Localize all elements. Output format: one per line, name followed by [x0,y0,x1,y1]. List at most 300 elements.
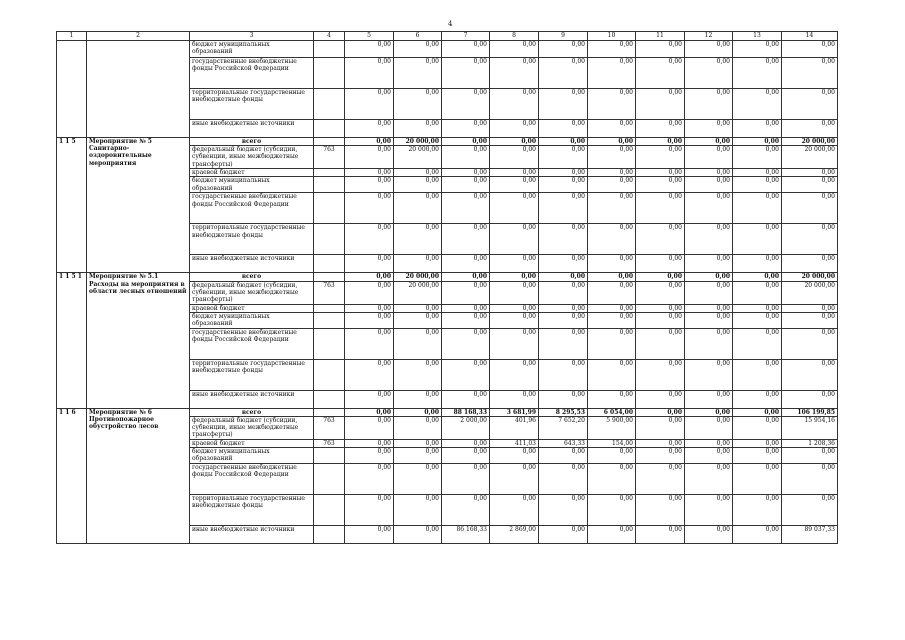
amount-cell: 0,00 [733,417,782,440]
header-cell: 2 [87,32,190,41]
header-cell: 3 [190,32,314,41]
funding-source: федеральный бюджет (субсидии, субвенции, иные межбюджетные трансферты) [190,146,314,169]
amount-cell: 0,00 [685,224,733,255]
amount-cell: 0,00 [636,120,685,138]
amount-cell: 0,00 [685,359,733,390]
budget-table [56,31,838,544]
funding-source: территориальные государственные внебюджетные фонды [190,224,314,255]
amount-cell: 0,00 [345,281,394,304]
amount-cell: 0,00 [345,193,394,224]
amount-cell: 0,00 [636,440,685,448]
amount-cell: 0,00 [733,273,782,281]
funding-source: иные внебюджетные источники [190,526,314,544]
amount-cell: 88 168,33 [442,408,490,416]
amount-cell: 0,00 [636,464,685,495]
funding-source: государственные внебюджетные фонды Российской Федерации [190,58,314,89]
amount-cell: 0,00 [345,146,394,169]
amount-cell: 0,00 [588,359,636,390]
admin-code [314,224,345,255]
admin-code [314,408,345,416]
amount-cell: 0,00 [442,464,490,495]
amount-cell: 0,00 [588,89,636,120]
amount-cell: 0,00 [394,526,442,544]
amount-cell: 0,00 [394,224,442,255]
activity-code [57,41,87,138]
amount-cell: 0,00 [490,312,539,328]
amount-cell: 0,00 [442,281,490,304]
amount-cell: 0,00 [733,440,782,448]
header-cell: 6 [394,32,442,41]
amount-cell: 0,00 [636,41,685,58]
amount-cell: 0,00 [782,304,838,312]
amount-cell: 0,00 [733,359,782,390]
amount-cell: 0,00 [588,138,636,146]
funding-source: бюджет муниципальных образований [190,312,314,328]
amount-cell: 0,00 [394,58,442,89]
funding-source: всего [190,273,314,281]
amount-cell: 0,00 [636,255,685,273]
header-cell: 9 [539,32,588,41]
activity-code: 1 1 6 [57,408,87,543]
funding-source: краевой бюджет [190,304,314,312]
funding-source: территориальные государственные внебюджетные фонды [190,359,314,390]
amount-cell: 0,00 [733,169,782,177]
header-cell: 5 [345,32,394,41]
amount-cell: 0,00 [685,138,733,146]
amount-cell: 0,00 [539,41,588,58]
admin-code [314,448,345,464]
amount-cell: 0,00 [490,304,539,312]
amount-cell: 0,00 [394,89,442,120]
amount-cell: 0,00 [636,193,685,224]
admin-code [314,359,345,390]
amount-cell: 0,00 [588,41,636,58]
amount-cell: 0,00 [685,146,733,169]
admin-code [314,89,345,120]
amount-cell: 0,00 [394,304,442,312]
amount-cell: 0,00 [539,255,588,273]
amount-cell: 0,00 [733,193,782,224]
header-cell: 13 [733,32,782,41]
table-row [57,408,838,416]
table-row [57,273,838,281]
amount-cell: 0,00 [442,177,490,193]
amount-cell: 0,00 [685,255,733,273]
amount-cell: 0,00 [442,359,490,390]
admin-code [314,41,345,58]
amount-cell: 0,00 [394,255,442,273]
amount-cell: 0,00 [442,440,490,448]
amount-cell: 154,00 [588,440,636,448]
amount-cell: 0,00 [685,417,733,440]
amount-cell: 0,00 [685,495,733,526]
funding-source: бюджет муниципальных образований [190,177,314,193]
amount-cell: 20 000,00 [394,281,442,304]
funding-source: иные внебюджетные источники [190,120,314,138]
amount-cell: 0,00 [539,526,588,544]
admin-code [314,273,345,281]
funding-source: всего [190,138,314,146]
amount-cell: 86 168,33 [442,526,490,544]
amount-cell: 0,00 [733,138,782,146]
funding-source: краевой бюджет [190,440,314,448]
amount-cell: 0,00 [636,304,685,312]
amount-cell: 0,00 [636,448,685,464]
amount-cell: 20 000,00 [394,146,442,169]
amount-cell: 0,00 [588,464,636,495]
amount-cell: 0,00 [685,526,733,544]
amount-cell: 0,00 [685,328,733,359]
amount-cell: 0,00 [588,273,636,281]
funding-source: федеральный бюджет (субсидии, субвенции, иные межбюджетные трансферты) [190,417,314,440]
amount-cell: 0,00 [394,390,442,408]
amount-cell: 5 900,00 [588,417,636,440]
amount-cell: 0,00 [394,440,442,448]
admin-code [314,120,345,138]
amount-cell: 0,00 [588,120,636,138]
amount-cell: 0,00 [782,328,838,359]
amount-cell: 0,00 [539,304,588,312]
amount-cell: 0,00 [588,169,636,177]
amount-cell: 2 000,00 [442,417,490,440]
amount-cell: 0,00 [588,58,636,89]
amount-cell: 0,00 [733,408,782,416]
amount-cell: 20 000,00 [782,281,838,304]
funding-source: бюджет муниципальных образований [190,41,314,58]
amount-cell: 0,00 [685,408,733,416]
amount-cell: 0,00 [588,304,636,312]
amount-cell: 0,00 [636,312,685,328]
amount-cell: 0,00 [539,193,588,224]
amount-cell: 0,00 [685,464,733,495]
amount-cell: 20 000,00 [394,138,442,146]
amount-cell: 0,00 [345,312,394,328]
amount-cell: 0,00 [636,224,685,255]
amount-cell: 0,00 [685,281,733,304]
amount-cell: 0,00 [490,146,539,169]
amount-cell: 0,00 [782,464,838,495]
amount-cell: 20 000,00 [782,138,838,146]
amount-cell: 7 652,20 [539,417,588,440]
amount-cell: 0,00 [345,120,394,138]
amount-cell: 0,00 [539,224,588,255]
amount-cell: 0,00 [442,255,490,273]
amount-cell: 0,00 [685,169,733,177]
admin-code [314,58,345,89]
activity-name: Мероприятие № 6 Противопожарное обустройство лесов [87,408,190,543]
amount-cell: 0,00 [782,89,838,120]
amount-cell: 0,00 [733,255,782,273]
amount-cell: 15 954,16 [782,417,838,440]
header-cell: 12 [685,32,733,41]
amount-cell: 0,00 [490,177,539,193]
amount-cell: 0,00 [782,41,838,58]
amount-cell: 0,00 [782,177,838,193]
amount-cell: 0,00 [345,255,394,273]
amount-cell: 0,00 [442,193,490,224]
admin-code: 763 [314,281,345,304]
amount-cell: 0,00 [636,495,685,526]
amount-cell: 0,00 [685,58,733,89]
amount-cell: 1 208,36 [782,440,838,448]
amount-cell: 0,00 [782,224,838,255]
amount-cell: 0,00 [782,58,838,89]
amount-cell: 0,00 [636,273,685,281]
amount-cell: 0,00 [588,390,636,408]
amount-cell: 0,00 [345,408,394,416]
amount-cell: 0,00 [490,495,539,526]
amount-cell: 0,00 [539,177,588,193]
amount-cell: 0,00 [345,273,394,281]
amount-cell: 3 681,99 [490,408,539,416]
amount-cell: 8 295,53 [539,408,588,416]
amount-cell: 0,00 [685,120,733,138]
amount-cell: 0,00 [636,526,685,544]
amount-cell: 0,00 [782,193,838,224]
amount-cell: 0,00 [782,359,838,390]
amount-cell: 0,00 [636,328,685,359]
amount-cell: 0,00 [490,224,539,255]
amount-cell: 0,00 [636,390,685,408]
amount-cell: 0,00 [588,526,636,544]
amount-cell: 0,00 [539,390,588,408]
amount-cell: 0,00 [345,390,394,408]
amount-cell: 0,00 [442,169,490,177]
amount-cell: 0,00 [490,464,539,495]
amount-cell: 0,00 [394,193,442,224]
header-cell: 11 [636,32,685,41]
amount-cell: 0,00 [394,448,442,464]
amount-cell: 0,00 [345,464,394,495]
amount-cell: 0,00 [588,448,636,464]
amount-cell: 0,00 [733,177,782,193]
amount-cell: 0,00 [636,177,685,193]
header-cell: 8 [490,32,539,41]
amount-cell: 0,00 [345,138,394,146]
amount-cell: 106 199,85 [782,408,838,416]
page-number: 4 [448,20,453,28]
amount-cell: 0,00 [442,120,490,138]
amount-cell: 0,00 [539,312,588,328]
amount-cell: 0,00 [490,273,539,281]
amount-cell: 0,00 [733,146,782,169]
amount-cell: 2 869,00 [490,526,539,544]
amount-cell: 0,00 [394,312,442,328]
amount-cell: 0,00 [394,417,442,440]
amount-cell: 0,00 [394,169,442,177]
amount-cell: 0,00 [636,58,685,89]
funding-source: иные внебюджетные источники [190,255,314,273]
amount-cell: 0,00 [442,312,490,328]
amount-cell: 0,00 [394,177,442,193]
amount-cell: 0,00 [782,120,838,138]
amount-cell: 0,00 [539,120,588,138]
admin-code [314,526,345,544]
amount-cell: 0,00 [685,448,733,464]
funding-source: бюджет муниципальных образований [190,448,314,464]
amount-cell: 0,00 [733,41,782,58]
amount-cell: 0,00 [345,448,394,464]
amount-cell: 0,00 [685,440,733,448]
amount-cell: 0,00 [442,304,490,312]
amount-cell: 0,00 [782,169,838,177]
amount-cell: 0,00 [345,359,394,390]
amount-cell: 0,00 [345,417,394,440]
amount-cell: 0,00 [345,58,394,89]
activity-name [87,41,190,138]
amount-cell: 0,00 [442,58,490,89]
amount-cell: 0,00 [733,328,782,359]
amount-cell: 0,00 [490,89,539,120]
amount-cell: 0,00 [539,495,588,526]
amount-cell: 89 037,33 [782,526,838,544]
amount-cell: 0,00 [733,224,782,255]
amount-cell: 0,00 [394,328,442,359]
amount-cell: 0,00 [442,41,490,58]
admin-code [314,464,345,495]
amount-cell: 20 000,00 [782,146,838,169]
amount-cell: 0,00 [442,146,490,169]
admin-code: 763 [314,440,345,448]
admin-code: 763 [314,146,345,169]
amount-cell: 0,00 [588,281,636,304]
amount-cell: 0,00 [490,359,539,390]
amount-cell: 0,00 [539,359,588,390]
amount-cell: 0,00 [345,495,394,526]
amount-cell: 0,00 [539,169,588,177]
activity-name: Мероприятие № 5 Санитарно-оздоровительные мероприятия [87,138,190,273]
amount-cell: 0,00 [733,58,782,89]
amount-cell: 0,00 [539,58,588,89]
amount-cell: 411,03 [490,440,539,448]
amount-cell: 0,00 [442,390,490,408]
amount-cell: 0,00 [490,448,539,464]
amount-cell: 0,00 [588,255,636,273]
amount-cell: 0,00 [588,193,636,224]
admin-code [314,312,345,328]
amount-cell: 0,00 [733,526,782,544]
amount-cell: 0,00 [685,41,733,58]
amount-cell: 0,00 [782,495,838,526]
amount-cell: 0,00 [490,281,539,304]
amount-cell: 401,96 [490,417,539,440]
header-cell: 10 [588,32,636,41]
amount-cell: 0,00 [733,304,782,312]
amount-cell: 643,33 [539,440,588,448]
admin-code: 763 [314,417,345,440]
activity-code: 1 1 5 1 [57,273,87,408]
amount-cell: 0,00 [345,89,394,120]
admin-code [314,328,345,359]
amount-cell: 0,00 [394,495,442,526]
funding-source: территориальные государственные внебюджетные фонды [190,495,314,526]
amount-cell: 0,00 [685,390,733,408]
amount-cell: 0,00 [539,328,588,359]
funding-source: государственные внебюджетные фонды Российской Федерации [190,328,314,359]
funding-source: всего [190,408,314,416]
amount-cell: 0,00 [442,448,490,464]
amount-cell: 0,00 [345,328,394,359]
amount-cell: 0,00 [685,273,733,281]
amount-cell: 0,00 [733,464,782,495]
amount-cell: 0,00 [442,138,490,146]
activity-code: 1 1 5 [57,138,87,273]
amount-cell: 0,00 [685,177,733,193]
amount-cell: 0,00 [394,120,442,138]
amount-cell: 0,00 [345,177,394,193]
admin-code [314,177,345,193]
funding-source: краевой бюджет [190,169,314,177]
admin-code [314,255,345,273]
amount-cell: 0,00 [782,255,838,273]
amount-cell: 0,00 [490,58,539,89]
admin-code [314,193,345,224]
amount-cell: 0,00 [539,464,588,495]
admin-code [314,390,345,408]
amount-cell: 0,00 [685,312,733,328]
amount-cell: 0,00 [490,255,539,273]
amount-cell: 0,00 [636,417,685,440]
amount-cell: 0,00 [733,390,782,408]
amount-cell: 6 054,00 [588,408,636,416]
header-cell: 1 [57,32,87,41]
amount-cell: 0,00 [685,193,733,224]
amount-cell: 0,00 [345,526,394,544]
amount-cell: 0,00 [588,177,636,193]
amount-cell: 0,00 [442,89,490,120]
header-cell: 4 [314,32,345,41]
amount-cell: 0,00 [636,359,685,390]
amount-cell: 0,00 [588,328,636,359]
amount-cell: 0,00 [345,304,394,312]
funding-source: государственные внебюджетные фонды Российской Федерации [190,464,314,495]
amount-cell: 0,00 [685,89,733,120]
admin-code [314,495,345,526]
amount-cell: 0,00 [345,169,394,177]
amount-cell: 0,00 [442,495,490,526]
header-cell: 14 [782,32,838,41]
amount-cell: 20 000,00 [782,273,838,281]
admin-code [314,138,345,146]
amount-cell: 0,00 [733,89,782,120]
amount-cell: 0,00 [588,312,636,328]
amount-cell: 0,00 [345,440,394,448]
amount-cell: 0,00 [490,41,539,58]
amount-cell: 0,00 [733,448,782,464]
admin-code [314,304,345,312]
amount-cell: 0,00 [636,146,685,169]
amount-cell: 0,00 [588,146,636,169]
amount-cell: 0,00 [539,138,588,146]
amount-cell: 0,00 [490,120,539,138]
amount-cell: 0,00 [539,89,588,120]
amount-cell: 0,00 [394,359,442,390]
amount-cell: 0,00 [539,273,588,281]
amount-cell: 0,00 [588,495,636,526]
amount-cell: 0,00 [733,120,782,138]
amount-cell: 0,00 [539,281,588,304]
amount-cell: 0,00 [636,281,685,304]
funding-source: иные внебюджетные источники [190,390,314,408]
amount-cell: 0,00 [636,169,685,177]
activity-name: Мероприятие № 5.1 Расходы на мероприятия в области лесных отношений [87,273,190,408]
amount-cell: 0,00 [345,41,394,58]
amount-cell: 0,00 [733,495,782,526]
amount-cell: 0,00 [394,41,442,58]
amount-cell: 20 000,00 [394,273,442,281]
amount-cell: 0,00 [782,390,838,408]
header-row [57,32,838,41]
